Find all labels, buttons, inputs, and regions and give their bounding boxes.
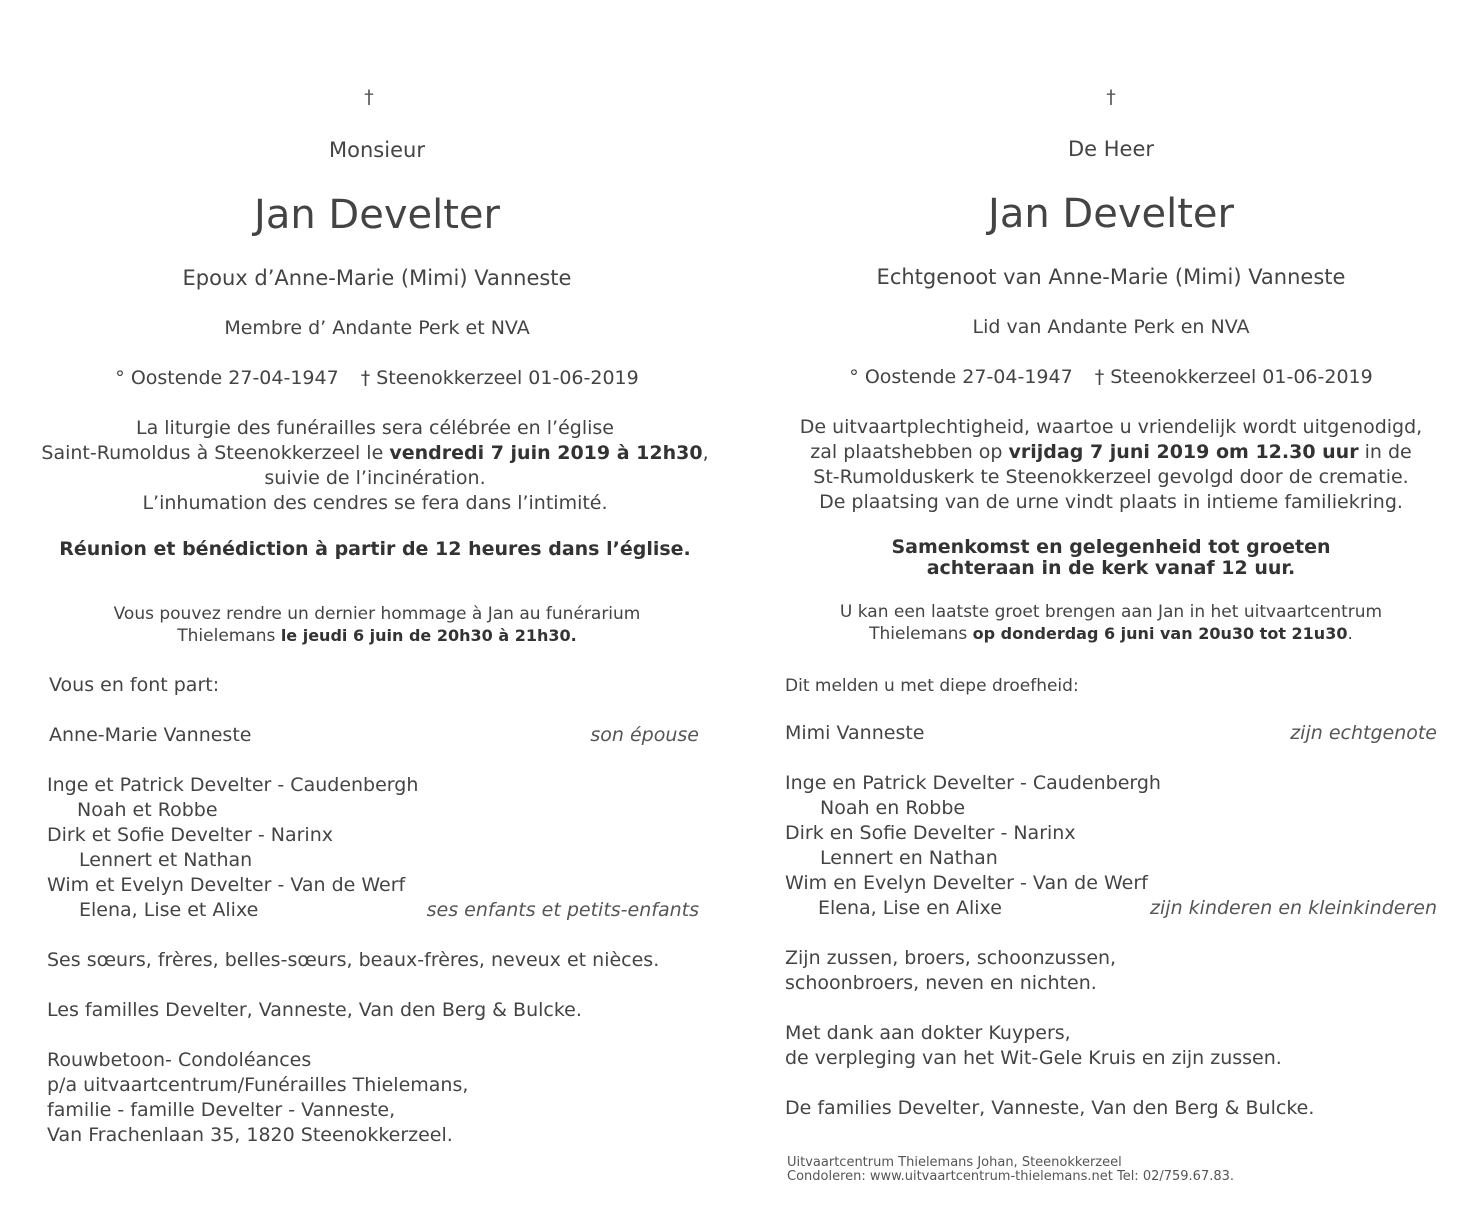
siblings-fr: Ses sœurs, frères, belles-sœurs, beaux-frères, neveux et nièces.	[47, 949, 660, 971]
life-dates-nl	[742, 366, 1476, 388]
greeting-line: U kan een laatste groet brengen aan Jan in het uitvaartcentrum	[839, 602, 1383, 622]
list-item: Inge et Patrick Develter - Caudenbergh	[47, 774, 419, 796]
list-item: Wim en Evelyn Develter - Van de Werf	[785, 872, 1148, 894]
liturgy-line: L’inhumation des cendres se fera dans l’intimité.	[142, 492, 608, 514]
ceremony-paragraph-nl	[742, 415, 1476, 515]
reunion-notice-fr: Réunion et bénédiction à partir de 12 heures dans l’église.	[59, 538, 691, 560]
siblings-line: Zijn zussen, broers, schoonzussen,	[785, 947, 1117, 969]
salutation-nl: De Heer	[1067, 137, 1155, 161]
hommage-paragraph-fr	[8, 603, 746, 647]
liturgy-line: Saint-Rumoldus à Steenokkerzeel le vendredi 7 juin 2019 à 12h30,	[41, 442, 709, 464]
membership-nl: Lid van Andante Perk en NVA	[972, 316, 1250, 338]
spouse-role-nl: zijn echtgenote	[1290, 722, 1437, 744]
family-list-nl	[785, 771, 1161, 921]
cross-symbol-fr: †	[364, 86, 374, 108]
list-item: Elena, Lise et Alixe	[79, 899, 259, 921]
list-item: Lennert et Nathan	[79, 849, 253, 871]
funeral-home-footer	[787, 1156, 1234, 1184]
birth-date-nl: ° Oostende 27-04-1947	[849, 366, 1073, 388]
list-item: Inge en Patrick Develter - Caudenbergh	[785, 772, 1161, 794]
family-role-nl: zijn kinderen en kleinkinderen	[1150, 897, 1437, 919]
gathering-notice-nl	[742, 536, 1476, 579]
family-list-fr	[47, 773, 418, 923]
footer-line: Condoleren: www.uitvaartcentrum-thielemans.net Tel: 02/759.67.83.	[787, 1169, 1235, 1184]
hommage-line: Vous pouvez rendre un dernier hommage à Jan au funérarium	[113, 604, 641, 624]
address-line: Van Frachenlaan 35, 1820 Steenokkerzeel.	[47, 1124, 453, 1146]
address-line: p/a uitvaartcentrum/Funérailles Thielemans,	[47, 1074, 469, 1096]
deceased-name-nl: Jan Develter	[988, 191, 1234, 237]
siblings-nl	[785, 946, 1116, 996]
spouse-name-fr: Anne-Marie Vanneste	[49, 724, 252, 746]
ceremony-line: De uitvaartplechtigheid, waartoe u vriendelijk wordt uitgenodigd,	[799, 416, 1423, 438]
list-item: Noah en Robbe	[820, 797, 966, 819]
death-date-fr: † Steenokkerzeel 01-06-2019	[360, 367, 639, 389]
list-item: Dirk en Sofie Develter - Narinx	[785, 822, 1076, 844]
list-item: Lennert en Nathan	[820, 847, 998, 869]
liturgy-paragraph-fr	[6, 416, 744, 516]
cross-symbol-nl: †	[1106, 86, 1116, 108]
list-item: Wim et Evelyn Develter - Van de Werf	[47, 874, 406, 896]
liturgy-line: La liturgie des funérailles sera célébrée en l’église	[136, 417, 614, 439]
liturgy-line: suivie de l’incinération.	[264, 467, 486, 489]
gathering-line: achteraan in de kerk vanaf 12 uur.	[926, 557, 1296, 579]
address-line: Rouwbetoon- Condoléances	[47, 1049, 312, 1071]
thanks-nl	[785, 1021, 1282, 1071]
family-role-fr: ses enfants et petits-enfants	[426, 899, 699, 921]
greeting-paragraph-nl	[742, 601, 1476, 645]
death-date-nl: † Steenokkerzeel 01-06-2019	[1094, 366, 1373, 388]
ceremony-line: St-Rumolduskerk te Steenokkerzeel gevolgd door de crematie.	[813, 466, 1409, 488]
deceased-name-fr: Jan Develter	[254, 192, 500, 238]
ceremony-line: De plaatsing van de urne vindt plaats in intieme familiekring.	[819, 491, 1403, 513]
address-line: familie - famille Develter - Vanneste,	[47, 1099, 396, 1121]
thanks-line: de verpleging van het Wit-Gele Kruis en zijn zussen.	[785, 1047, 1282, 1069]
intro-nl: Dit melden u met diepe droefheid:	[785, 676, 1079, 696]
spouse-line-fr: Epoux d’Anne-Marie (Mimi) Vanneste	[182, 266, 572, 290]
condolences-address-fr	[47, 1048, 468, 1148]
greeting-line: Thielemans op donderdag 6 juni van 20u30 tot 21u30.	[869, 624, 1353, 644]
footer-line: Uitvaartcentrum Thielemans Johan, Steenokkerzeel	[787, 1155, 1122, 1170]
membership-fr: Membre d’ Andante Perk et NVA	[224, 317, 530, 339]
spouse-role-fr: son épouse	[590, 724, 699, 746]
families-fr: Les familles Develter, Vanneste, Van den Berg & Bulcke.	[47, 999, 582, 1021]
list-item: Noah et Robbe	[77, 799, 218, 821]
gathering-line: Samenkomst en gelegenheid tot groeten	[891, 536, 1331, 558]
list-item: Dirk et Sofie Develter - Narinx	[47, 824, 333, 846]
intro-fr: Vous en font part:	[49, 674, 220, 696]
birth-date-fr: ° Oostende 27-04-1947	[115, 367, 339, 389]
spouse-line-nl: Echtgenoot van Anne-Marie (Mimi) Vanneste	[876, 265, 1346, 289]
families-nl: De families Develter, Vanneste, Van den Berg & Bulcke.	[785, 1097, 1315, 1119]
hommage-line: Thielemans le jeudi 6 juin de 20h30 à 21h30.	[177, 626, 577, 646]
thanks-line: Met dank aan dokter Kuypers,	[785, 1022, 1071, 1044]
life-dates-fr	[8, 367, 746, 389]
salutation-fr: Monsieur	[329, 138, 425, 162]
spouse-name-nl: Mimi Vanneste	[785, 722, 925, 744]
ceremony-line: zal plaatshebben op vrijdag 7 juni 2019 om 12.30 uur in de	[810, 441, 1412, 463]
list-item: Elena, Lise en Alixe	[818, 897, 1002, 919]
siblings-line: schoonbroers, neven en nichten.	[785, 972, 1097, 994]
